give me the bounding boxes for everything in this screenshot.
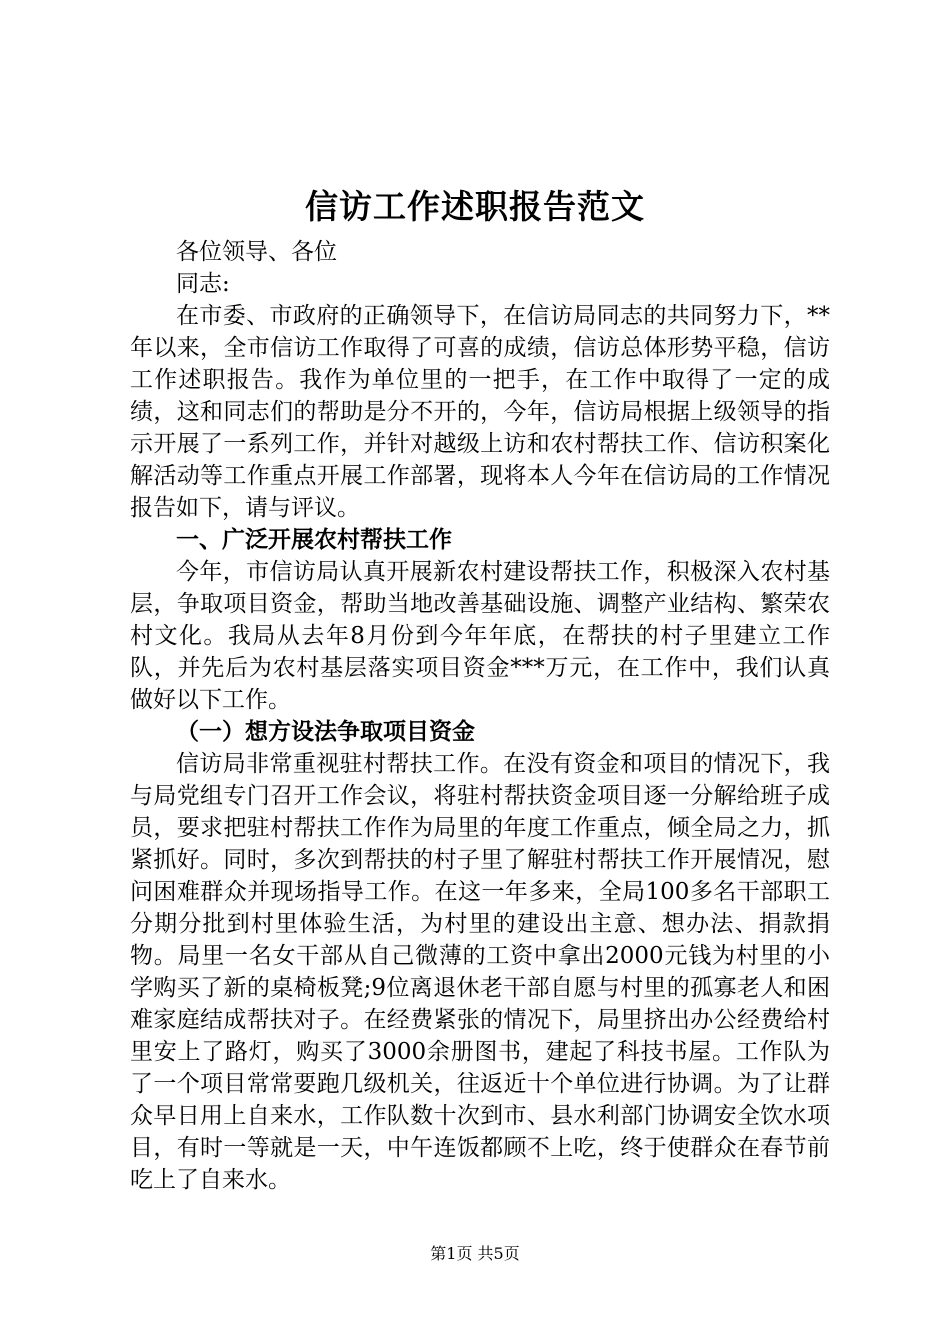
salutation-line-2: 同志: <box>176 271 230 297</box>
intro-paragraph: 在市委、市政府的正确领导下，在信访局同志的共同努力下，**年以来，全市信访工作取得了可喜的成绩，信访总体形势平稳，信访工作述职报告。我作为单位里的一把手，在工作中取得了一定的成绩，这和同志们的帮助是分不开的，今年，信访局根据上级领导的指示开展了一系列工作，并针对越级上访和农村帮扶工作、信访积案化解活动等工作重点开展工作部署，现将本人今年在信访局的工作情况报告如下，请与评议。 <box>130 303 830 521</box>
section-heading-1: 一、广泛开展农村帮扶工作 <box>176 526 452 553</box>
section-1-paragraph: 今年，市信访局认真开展新农村建设帮扶工作，积极深入农村基层，争取项目资金，帮助当地改善基础设施、调整产业结构、繁荣农村文化。我局从去年8月份到今年年底，在帮扶的村子里建立工作队，并先后为农村基层落实项目资金***万元，在工作中，我们认真做好以下工作。 <box>130 559 830 713</box>
document-title: 信访工作述职报告范文 <box>305 187 645 226</box>
salutation-line-1: 各位领导、各位 <box>176 239 337 265</box>
page-footer: 第1页 共5页 <box>430 1244 520 1263</box>
subsection-1-paragraph: 信访局非常重视驻村帮扶工作。在没有资金和项目的情况下，我与局党组专门召开工作会议，将驻村帮扶资金项目逐一分解给班子成员，要求把驻村帮扶工作作为局里的年度工作重点，倾全局之力，抓紧抓好。同时，多次到帮扶的村子里了解驻村帮扶工作开展情况，慰问困难群众并现场指导工作。在这一年多来，全局100多名干部职工分期分批到村里体验生活，为村里的建设出主意、想办法、捐款捐物。局里一名女干部从自己微薄的工资中拿出2000元钱为村里的小学购买了新的桌椅板凳;9位离退休老干部自愿与村里的孤寡老人和困难家庭结成帮扶对子。在经费紧张的情况下，局里挤出办公经费给村里安上了路灯，购买了3000余册图书，建起了科技书屋。工作队为了一个项目常常要跑几级机关，往返近十个单位进行协调。为了让群众早日用上自来水，工作队数十次到市、县水利部门协调安全饮水项目，有时一等就是一天，中午连饭都顾不上吃，终于使群众在春节前吃上了自来水。 <box>130 751 830 1193</box>
subsection-heading-1: （一）想方设法争取项目资金 <box>176 718 475 745</box>
document-body <box>130 236 830 1196</box>
